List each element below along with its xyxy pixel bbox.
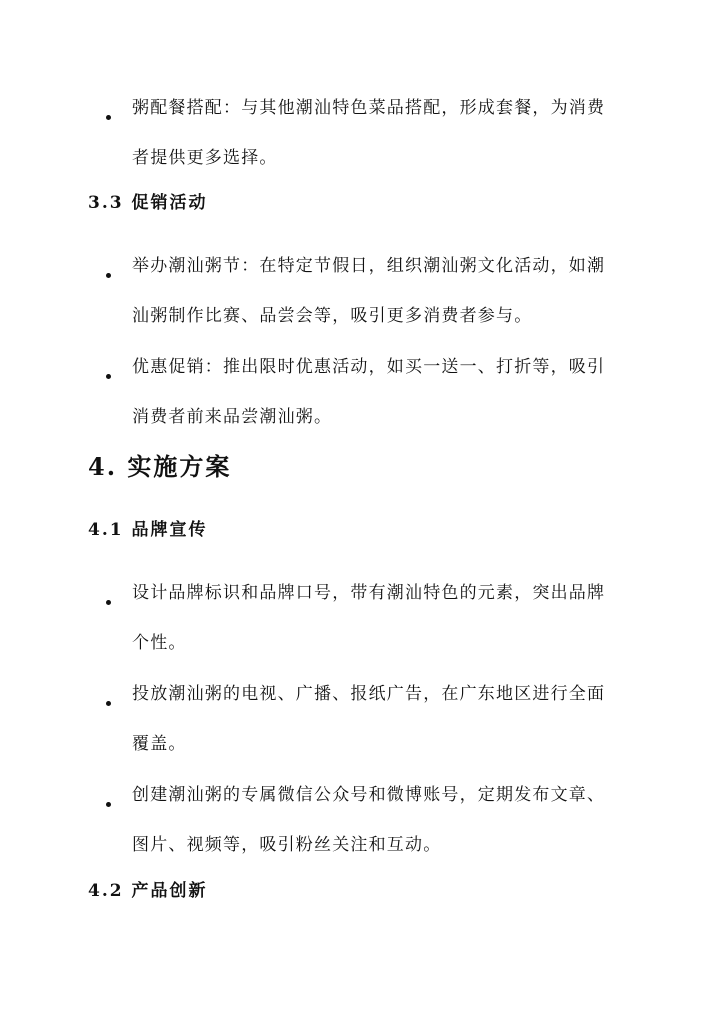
list-item — [100, 583, 620, 668]
section-heading-4-1: 4.1 品牌宣传 — [88, 520, 208, 540]
section-heading-3-3: 3.3 促销活动 — [88, 193, 208, 213]
list-item — [100, 256, 620, 341]
list-item — [100, 785, 620, 870]
bullet-icon — [106, 374, 111, 379]
bullet-icon — [106, 273, 111, 278]
section-heading-4: 4. 实施方案 — [88, 452, 232, 481]
list-item — [100, 98, 620, 183]
list-item-text: 设计品牌标识和品牌口号，带有潮汕特色的元素，突出品牌个性。 — [132, 583, 606, 653]
list-item — [100, 684, 620, 769]
bullet-icon — [106, 701, 111, 706]
bullet-icon — [106, 600, 111, 605]
list-item-text: 投放潮汕粥的电视、广播、报纸广告，在广东地区进行全面覆盖。 — [132, 684, 606, 754]
list-item-text: 粥配餐搭配：与其他潮汕特色菜品搭配，形成套餐，为消费者提供更多选择。 — [132, 98, 606, 168]
bullet-icon — [106, 802, 111, 807]
bullet-icon — [106, 115, 111, 120]
list-item-text: 举办潮汕粥节：在特定节假日，组织潮汕粥文化活动，如潮汕粥制作比赛、品尝会等，吸引更多消费者参与。 — [132, 256, 606, 326]
section-heading-4-2: 4.2 产品创新 — [88, 881, 208, 901]
list-item-text: 优惠促销：推出限时优惠活动，如买一送一、打折等，吸引消费者前来品尝潮汕粥。 — [132, 357, 606, 427]
list-item-text: 创建潮汕粥的专属微信公众号和微博账号，定期发布文章、图片、视频等，吸引粉丝关注和互动。 — [132, 785, 606, 855]
list-item — [100, 357, 620, 442]
